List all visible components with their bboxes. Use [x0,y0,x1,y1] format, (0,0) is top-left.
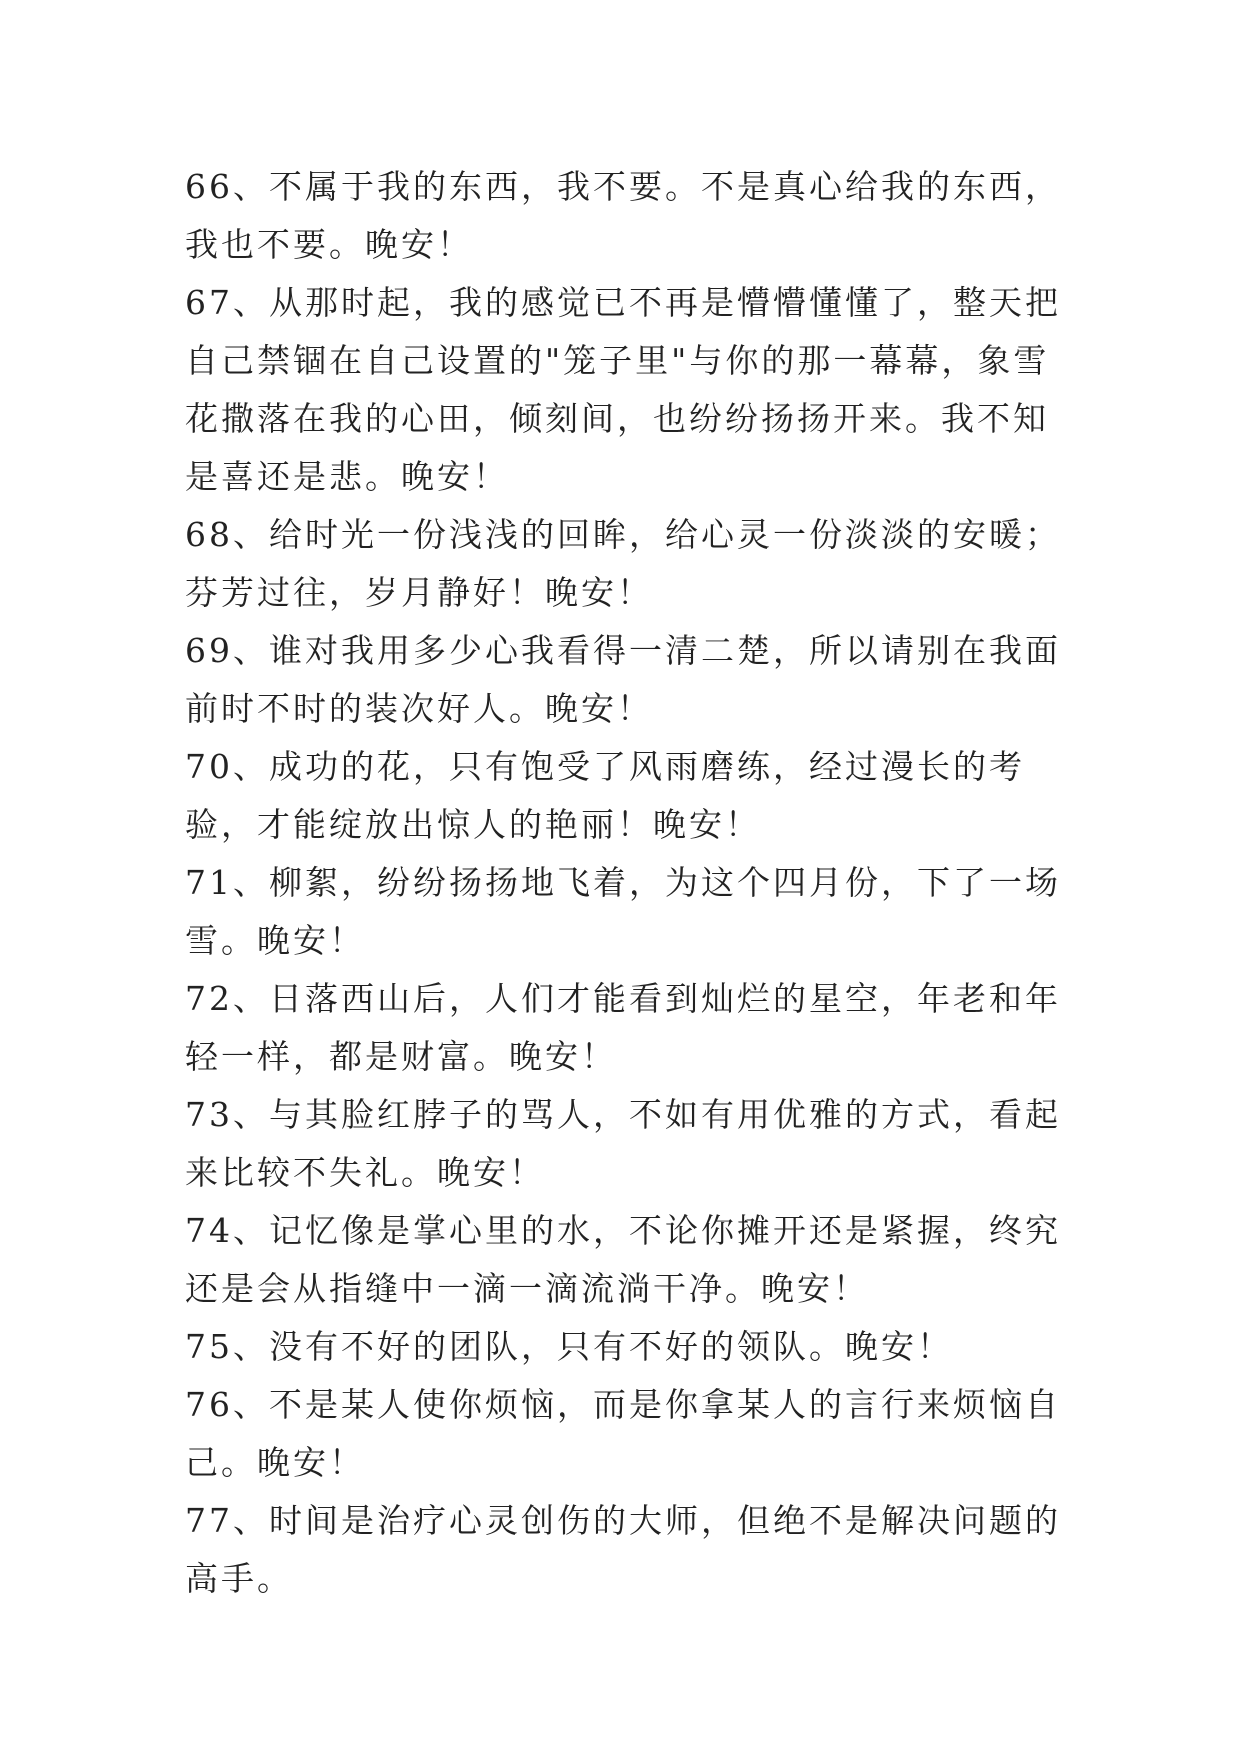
paragraph-72: 72、日落西山后，人们才能看到灿烂的星空，年老和年轻一样，都是财富。晚安！ [185,979,1061,1076]
paragraph-67: 67、从那时起，我的感觉已不再是懵懵懂懂了，整天把自己禁锢在自己设置的"笼子里"与你的那一幕幕，象雪花撒落在我的心田，倾刻间，也纷纷扬扬开来。我不知是喜还是悲。晚安！ [185,283,1061,496]
paragraph-74: 74、记忆像是掌心里的水，不论你摊开还是紧握，终究还是会从指缝中一滴一滴流淌干净。晚安！ [185,1211,1061,1308]
paragraph-75: 75、没有不好的团队，只有不好的领队。晚安！ [185,1327,953,1366]
paragraph-66: 66、不属于我的东西，我不要。不是真心给我的东西，我也不要。晚安！ [185,167,1061,264]
paragraph-68: 68、给时光一份浅浅的回眸，给心灵一份淡淡的安暖；芬芳过往，岁月静好！晚安！ [185,515,1061,612]
paragraph-73: 73、与其脸红脖子的骂人，不如有用优雅的方式，看起来比较不失礼。晚安！ [185,1095,1061,1192]
document-body [185,158,1065,1608]
paragraph-71: 71、柳絮，纷纷扬扬地飞着，为这个四月份，下了一场雪。晚安！ [185,863,1061,960]
paragraph-70: 70、成功的花，只有饱受了风雨磨练，经过漫长的考验，才能绽放出惊人的艳丽！晚安！ [185,747,1025,844]
paragraph-77: 77、时间是治疗心灵创伤的大师，但绝不是解决问题的高手。 [185,1501,1061,1598]
paragraph-76: 76、不是某人使你烦恼，而是你拿某人的言行来烦恼自己。晚安！ [185,1385,1061,1482]
paragraph-69: 69、谁对我用多少心我看得一清二楚，所以请别在我面前时不时的装次好人。晚安！ [185,631,1061,728]
